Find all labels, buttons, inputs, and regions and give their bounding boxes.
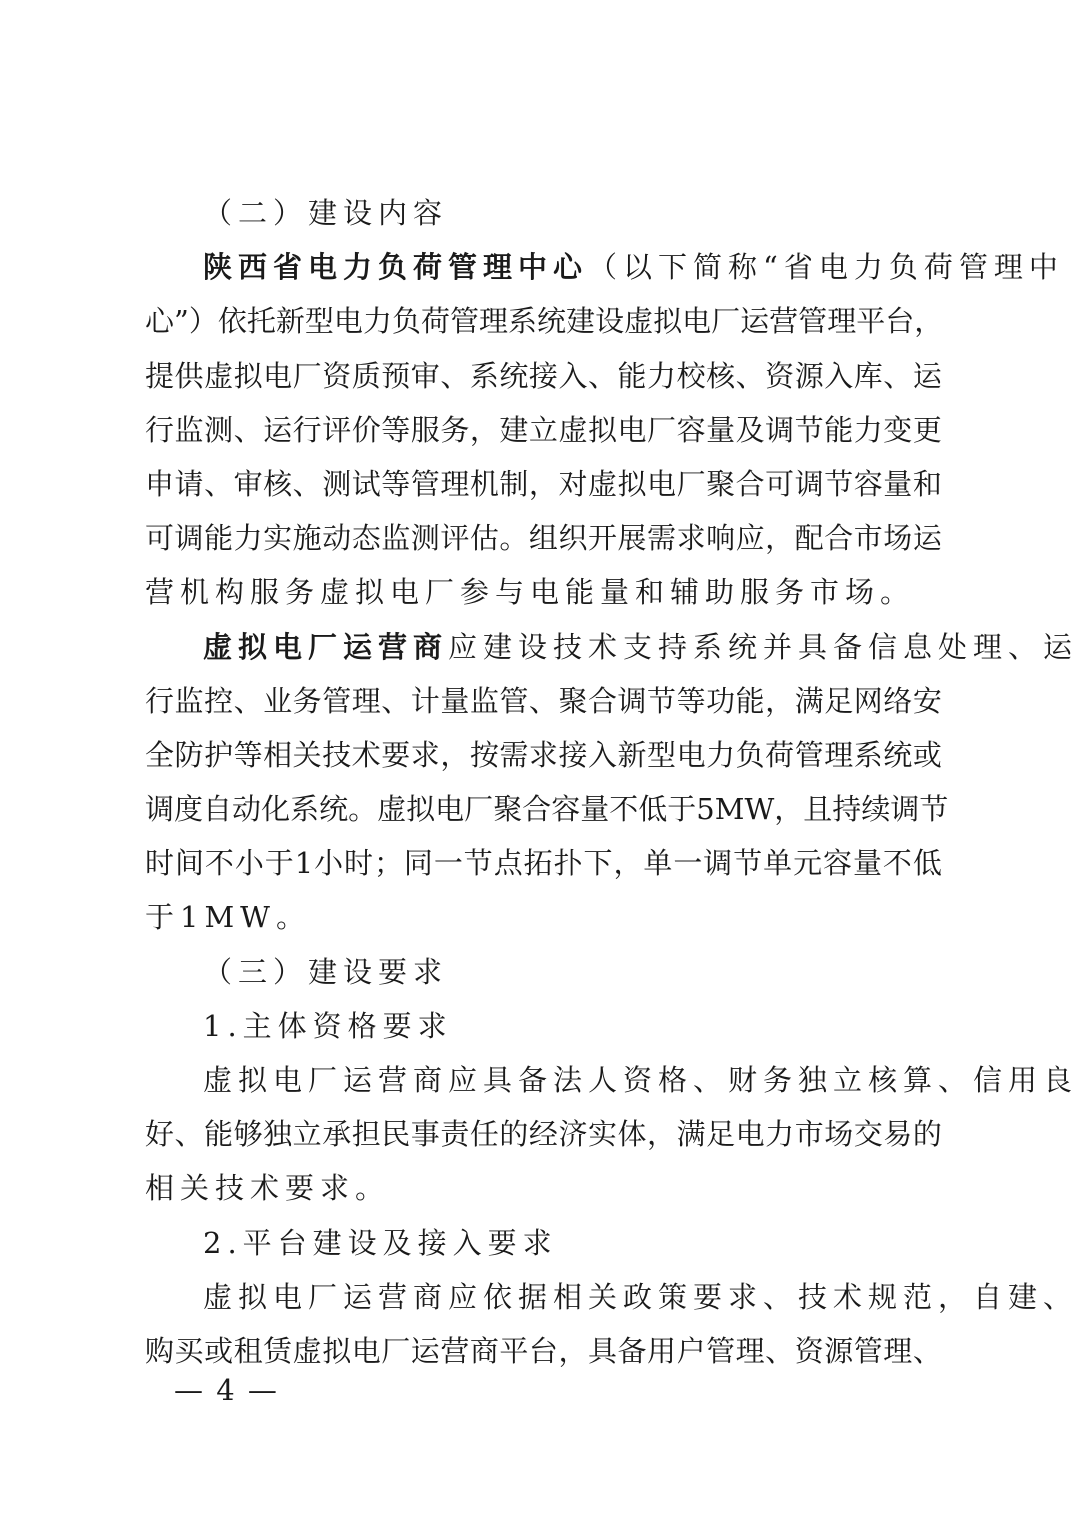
text-line: （三）建设要求 — [203, 954, 449, 989]
text-line: 调 度 自 动 化 系 统 。 虚 拟 电 厂 聚 合 容 量 不 低 于 5 M W ， 且 持 续 调 节 — [145, 792, 949, 827]
text-line: 虚拟电厂运营商应具备法人资格、财务独立核算、信用良 — [203, 1063, 1079, 1097]
text-line: 购 买 或 租 赁 虚 拟 电 厂 运 营 商 平 台 ， 具 备 用 户 管 理 、 资 源 管 理 、 — [145, 1333, 942, 1368]
text-line: 2.平台建设及接入要求 — [203, 1225, 558, 1260]
text-line: 于1MW。 — [145, 900, 311, 935]
page-number: — 4 — — [174, 1373, 279, 1407]
text-line: 1.主体资格要求 — [203, 1008, 453, 1043]
document-body — [145, 186, 1079, 1378]
bold-term: 陕西省电力负荷管理中心 — [203, 250, 589, 285]
text-line: 相关技术要求。 — [145, 1171, 391, 1206]
text-line: 申 请 、 审 核 、 测 试 等 管 理 机 制 ， 对 虚 拟 电 厂 聚 合 可 调 节 容 量 和 — [145, 466, 942, 501]
text-line: 好 、 能 够 独 立 承 担 民 事 责 任 的 经 济 实 体 ， 满 足 电 力 市 场 交 易 的 — [145, 1117, 942, 1152]
text-line — [145, 620, 1079, 674]
text-line: 时 间 不 小 于 1 小 时 ； 同 一 节 点 拓 扑 下 ， 单 一 调 节 单 元 容 量 不 低 — [145, 846, 942, 881]
line-text: （以下简称“省电力负荷管理中 — [588, 250, 1064, 285]
text-line: 可 调 能 力 实 施 动 态 监 测 评 估 。 组 织 开 展 需 求 响 应 ， 配 合 市 场 运 — [145, 521, 942, 556]
text-line: （二）建设内容 — [203, 196, 449, 230]
line-text: 应建设技术支持系统并具备信息处理、运 — [448, 629, 1079, 664]
bold-term: 虚拟电厂运营商 — [203, 629, 449, 664]
text-line: 虚拟电厂运营商应依据相关政策要求、技术规范，自建、 — [203, 1279, 1079, 1314]
text-line: 行 监 测 、 运 行 评 价 等 服 务 ， 建 立 虚 拟 电 厂 容 量 及 调 节 能 力 变 更 — [145, 412, 942, 447]
text-line: 全 防 护 等 相 关 技 术 要 求 ， 按 需 求 接 入 新 型 电 力 负 荷 管 理 系 统 或 — [145, 737, 942, 772]
text-line: 心 ” ） 依 托 新 型 电 力 负 荷 管 理 系 统 建 设 虚 拟 电 厂 运 营 管 理 平 台 ， — [145, 304, 944, 339]
text-line: 行 监 控 、 业 务 管 理 、 计 量 监 管 、 聚 合 调 节 等 功 能 ， 满 足 网 络 安 — [145, 683, 942, 718]
text-line — [145, 240, 1064, 294]
text-line: 提 供 虚 拟 电 厂 资 质 预 审 、 系 统 接 入 、 能 力 校 核 、 资 源 入 库 、 运 — [145, 358, 942, 393]
text-line: 营机构服务虚拟电厂参与电能量和辅助服务市场。 — [145, 575, 916, 610]
